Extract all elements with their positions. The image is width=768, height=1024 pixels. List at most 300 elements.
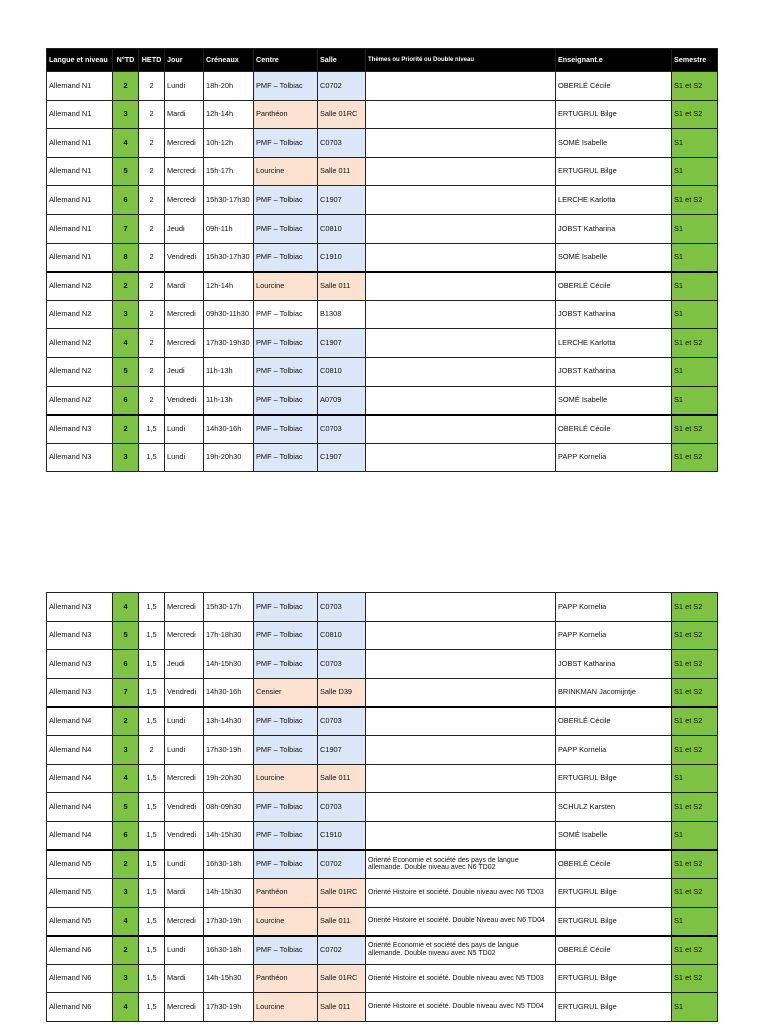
cell-salle: C0810 bbox=[318, 214, 366, 243]
cell-hetd: 2 bbox=[139, 243, 165, 272]
cell-ntd: 5 bbox=[113, 621, 139, 650]
cell-salle: C0703 bbox=[318, 650, 366, 679]
cell-langue: Allemand N2 bbox=[47, 329, 113, 358]
cell-themes bbox=[366, 415, 556, 444]
cell-jour: Vendredi bbox=[165, 793, 204, 822]
cell-enseignant: PAPP Kornelia bbox=[556, 621, 672, 650]
table-row bbox=[47, 964, 718, 993]
cell-semestre: S1 et S2 bbox=[672, 621, 718, 650]
cell-centre: Lourcine bbox=[254, 157, 318, 186]
cell-enseignant: LERCHE Karlotta bbox=[556, 329, 672, 358]
cell-creneaux: 12h-14h bbox=[204, 272, 254, 301]
cell-langue: Allemand N6 bbox=[47, 964, 113, 993]
cell-enseignant: OBERLÉ Cécile bbox=[556, 707, 672, 736]
cell-hetd: 2 bbox=[139, 386, 165, 415]
cell-ntd: 4 bbox=[113, 329, 139, 358]
cell-jour: Lundi bbox=[165, 72, 204, 101]
cell-themes bbox=[366, 821, 556, 850]
cell-semestre: S1 et S2 bbox=[672, 678, 718, 707]
cell-enseignant: JOBST Katharina bbox=[556, 300, 672, 329]
cell-salle: C0703 bbox=[318, 415, 366, 444]
cell-langue: Allemand N1 bbox=[47, 186, 113, 215]
cell-themes: Orienté Histoire et société. Double Niveau avec N6 TD04 bbox=[366, 907, 556, 936]
cell-centre: Panthéon bbox=[254, 878, 318, 907]
cell-creneaux: 14h-15h30 bbox=[204, 964, 254, 993]
cell-jour: Jeudi bbox=[165, 214, 204, 243]
cell-hetd: 2 bbox=[139, 214, 165, 243]
cell-langue: Allemand N4 bbox=[47, 735, 113, 764]
cell-hetd: 2 bbox=[139, 329, 165, 358]
table-row bbox=[47, 650, 718, 679]
cell-jour: Mercredi bbox=[165, 300, 204, 329]
cell-semestre: S1 bbox=[672, 357, 718, 386]
cell-themes bbox=[366, 186, 556, 215]
cell-langue: Allemand N2 bbox=[47, 357, 113, 386]
table-row bbox=[47, 735, 718, 764]
cell-centre: PMF – Tolbiac bbox=[254, 735, 318, 764]
table-row bbox=[47, 386, 718, 415]
header-enseignant: Enseignant.e bbox=[556, 49, 672, 72]
table-body-1 bbox=[47, 72, 718, 472]
cell-centre: PMF – Tolbiac bbox=[254, 72, 318, 101]
cell-salle: C0703 bbox=[318, 707, 366, 736]
cell-jour: Mercredi bbox=[165, 129, 204, 158]
cell-semestre: S1 bbox=[672, 907, 718, 936]
header-creneaux: Créneaux bbox=[204, 49, 254, 72]
cell-hetd: 1,5 bbox=[139, 850, 165, 879]
cell-jour: Mardi bbox=[165, 964, 204, 993]
cell-creneaux: 14h30-16h bbox=[204, 678, 254, 707]
cell-ntd: 3 bbox=[113, 300, 139, 329]
cell-hetd: 1,5 bbox=[139, 821, 165, 850]
cell-semestre: S1 et S2 bbox=[672, 593, 718, 622]
cell-enseignant: JOBST Katharina bbox=[556, 214, 672, 243]
cell-langue: Allemand N3 bbox=[47, 593, 113, 622]
cell-salle: Salle 01RC bbox=[318, 878, 366, 907]
cell-creneaux: 11h-13h bbox=[204, 386, 254, 415]
cell-themes bbox=[366, 100, 556, 129]
cell-langue: Allemand N6 bbox=[47, 936, 113, 965]
cell-salle: B1308 bbox=[318, 300, 366, 329]
cell-semestre: S1 bbox=[672, 129, 718, 158]
cell-ntd: 7 bbox=[113, 678, 139, 707]
cell-creneaux: 19h-20h30 bbox=[204, 764, 254, 793]
table-body-2 bbox=[47, 593, 718, 1022]
cell-jour: Vendredi bbox=[165, 243, 204, 272]
header-hetd: HETD bbox=[139, 49, 165, 72]
table-row bbox=[47, 300, 718, 329]
cell-langue: Allemand N2 bbox=[47, 386, 113, 415]
cell-enseignant: OBERLÉ Cécile bbox=[556, 936, 672, 965]
cell-themes bbox=[366, 793, 556, 822]
cell-themes: Orienté Histoire et société. Double niveau avec N6 TD03 bbox=[366, 878, 556, 907]
cell-hetd: 2 bbox=[139, 100, 165, 129]
cell-jour: Lundi bbox=[165, 850, 204, 879]
cell-enseignant: SOMÉ Isabelle bbox=[556, 243, 672, 272]
table-row bbox=[47, 329, 718, 358]
cell-themes bbox=[366, 707, 556, 736]
cell-enseignant: ERTUGRUL Bilge bbox=[556, 993, 672, 1022]
cell-semestre: S1 et S2 bbox=[672, 850, 718, 879]
table-row bbox=[47, 72, 718, 101]
cell-ntd: 2 bbox=[113, 850, 139, 879]
cell-hetd: 1,5 bbox=[139, 993, 165, 1022]
cell-creneaux: 14h30-16h bbox=[204, 415, 254, 444]
cell-semestre: S1 et S2 bbox=[672, 707, 718, 736]
table-row bbox=[47, 100, 718, 129]
cell-hetd: 1,5 bbox=[139, 907, 165, 936]
cell-hetd: 1,5 bbox=[139, 678, 165, 707]
cell-jour: Lundi bbox=[165, 936, 204, 965]
cell-ntd: 3 bbox=[113, 443, 139, 472]
cell-langue: Allemand N3 bbox=[47, 443, 113, 472]
cell-jour: Mardi bbox=[165, 100, 204, 129]
cell-enseignant: OBERLÉ Cécile bbox=[556, 415, 672, 444]
cell-langue: Allemand N1 bbox=[47, 72, 113, 101]
cell-hetd: 2 bbox=[139, 186, 165, 215]
cell-jour: Lundi bbox=[165, 415, 204, 444]
cell-semestre: S1 et S2 bbox=[672, 329, 718, 358]
cell-creneaux: 17h30-19h bbox=[204, 907, 254, 936]
cell-centre: Censier bbox=[254, 678, 318, 707]
cell-salle: C1910 bbox=[318, 821, 366, 850]
cell-jour: Mercredi bbox=[165, 186, 204, 215]
cell-creneaux: 09h-11h bbox=[204, 214, 254, 243]
cell-themes bbox=[366, 272, 556, 301]
table-row bbox=[47, 707, 718, 736]
cell-centre: PMF – Tolbiac bbox=[254, 793, 318, 822]
cell-salle: C0703 bbox=[318, 793, 366, 822]
cell-semestre: S1 et S2 bbox=[672, 936, 718, 965]
cell-creneaux: 12h-14h bbox=[204, 100, 254, 129]
cell-themes bbox=[366, 72, 556, 101]
cell-themes bbox=[366, 650, 556, 679]
cell-ntd: 4 bbox=[113, 993, 139, 1022]
cell-creneaux: 17h30-19h bbox=[204, 993, 254, 1022]
cell-enseignant: ERTUGRUL Bilge bbox=[556, 157, 672, 186]
cell-ntd: 4 bbox=[113, 764, 139, 793]
cell-salle: C0702 bbox=[318, 850, 366, 879]
cell-ntd: 6 bbox=[113, 386, 139, 415]
cell-semestre: S1 et S2 bbox=[672, 735, 718, 764]
cell-themes bbox=[366, 593, 556, 622]
cell-langue: Allemand N5 bbox=[47, 850, 113, 879]
cell-centre: PMF – Tolbiac bbox=[254, 850, 318, 879]
cell-jour: Mercredi bbox=[165, 993, 204, 1022]
table-row bbox=[47, 621, 718, 650]
cell-centre: PMF – Tolbiac bbox=[254, 129, 318, 158]
cell-jour: Lundi bbox=[165, 735, 204, 764]
cell-semestre: S1 bbox=[672, 300, 718, 329]
cell-creneaux: 17h30-19h bbox=[204, 735, 254, 764]
cell-ntd: 6 bbox=[113, 186, 139, 215]
cell-jour: Vendredi bbox=[165, 386, 204, 415]
cell-creneaux: 15h30-17h30 bbox=[204, 186, 254, 215]
cell-themes: Orienté Economie et société des pays de langue allemande. Double niveau avec N5 TD02 bbox=[366, 936, 556, 965]
cell-themes: Orienté Histoire et société. Double niveau avec N5 TD04 bbox=[366, 993, 556, 1022]
cell-langue: Allemand N2 bbox=[47, 300, 113, 329]
cell-jour: Mardi bbox=[165, 272, 204, 301]
cell-enseignant: ERTUGRUL Bilge bbox=[556, 100, 672, 129]
header-langue: Langue et niveau bbox=[47, 49, 113, 72]
cell-ntd: 3 bbox=[113, 878, 139, 907]
cell-centre: PMF – Tolbiac bbox=[254, 186, 318, 215]
cell-salle: Salle 01RC bbox=[318, 964, 366, 993]
cell-creneaux: 16h30-18h bbox=[204, 936, 254, 965]
cell-ntd: 2 bbox=[113, 72, 139, 101]
cell-centre: Lourcine bbox=[254, 993, 318, 1022]
cell-ntd: 5 bbox=[113, 157, 139, 186]
cell-semestre: S1 bbox=[672, 821, 718, 850]
cell-salle: Salle 01RC bbox=[318, 100, 366, 129]
cell-enseignant: SCHULZ Karsten bbox=[556, 793, 672, 822]
cell-jour: Mercredi bbox=[165, 907, 204, 936]
cell-hetd: 1,5 bbox=[139, 793, 165, 822]
cell-centre: PMF – Tolbiac bbox=[254, 243, 318, 272]
table-row bbox=[47, 793, 718, 822]
cell-hetd: 2 bbox=[139, 735, 165, 764]
cell-creneaux: 11h-13h bbox=[204, 357, 254, 386]
cell-enseignant: ERTUGRUL Bilge bbox=[556, 878, 672, 907]
cell-centre: PMF – Tolbiac bbox=[254, 300, 318, 329]
cell-themes bbox=[366, 300, 556, 329]
cell-centre: PMF – Tolbiac bbox=[254, 329, 318, 358]
cell-creneaux: 14h-15h30 bbox=[204, 821, 254, 850]
cell-centre: PMF – Tolbiac bbox=[254, 593, 318, 622]
table-header bbox=[47, 49, 718, 72]
cell-centre: PMF – Tolbiac bbox=[254, 936, 318, 965]
cell-jour: Vendredi bbox=[165, 678, 204, 707]
cell-langue: Allemand N3 bbox=[47, 650, 113, 679]
cell-themes bbox=[366, 243, 556, 272]
header-salle: Salle bbox=[318, 49, 366, 72]
cell-ntd: 3 bbox=[113, 735, 139, 764]
cell-ntd: 7 bbox=[113, 214, 139, 243]
cell-enseignant: PAPP Kornelia bbox=[556, 593, 672, 622]
cell-salle: C0702 bbox=[318, 72, 366, 101]
cell-semestre: S1 et S2 bbox=[672, 650, 718, 679]
cell-creneaux: 17h-18h30 bbox=[204, 621, 254, 650]
cell-themes bbox=[366, 329, 556, 358]
cell-enseignant: OBERLÉ Cécile bbox=[556, 72, 672, 101]
cell-centre: PMF – Tolbiac bbox=[254, 707, 318, 736]
cell-semestre: S1 bbox=[672, 214, 718, 243]
cell-creneaux: 08h-09h30 bbox=[204, 793, 254, 822]
cell-langue: Allemand N3 bbox=[47, 415, 113, 444]
cell-semestre: S1 bbox=[672, 243, 718, 272]
table-row bbox=[47, 272, 718, 301]
timetable-table-2 bbox=[46, 592, 718, 1022]
table-row bbox=[47, 850, 718, 879]
cell-ntd: 6 bbox=[113, 821, 139, 850]
cell-semestre: S1 et S2 bbox=[672, 443, 718, 472]
cell-enseignant: ERTUGRUL Bilge bbox=[556, 964, 672, 993]
cell-jour: Mardi bbox=[165, 878, 204, 907]
cell-ntd: 6 bbox=[113, 650, 139, 679]
cell-semestre: S1 bbox=[672, 272, 718, 301]
cell-hetd: 1,5 bbox=[139, 764, 165, 793]
cell-creneaux: 10h-12h bbox=[204, 129, 254, 158]
cell-salle: C0703 bbox=[318, 129, 366, 158]
cell-themes bbox=[366, 357, 556, 386]
cell-centre: Lourcine bbox=[254, 907, 318, 936]
cell-langue: Allemand N6 bbox=[47, 993, 113, 1022]
cell-ntd: 2 bbox=[113, 272, 139, 301]
table-row bbox=[47, 214, 718, 243]
cell-jour: Lundi bbox=[165, 443, 204, 472]
cell-jour: Mercredi bbox=[165, 764, 204, 793]
cell-langue: Allemand N4 bbox=[47, 793, 113, 822]
cell-salle: C1907 bbox=[318, 186, 366, 215]
cell-centre: PMF – Tolbiac bbox=[254, 821, 318, 850]
cell-centre: PMF – Tolbiac bbox=[254, 415, 318, 444]
cell-hetd: 1,5 bbox=[139, 936, 165, 965]
cell-salle: C0702 bbox=[318, 936, 366, 965]
timetable-block-2 bbox=[46, 592, 717, 1022]
cell-centre: Panthéon bbox=[254, 964, 318, 993]
header-themes: Thèmes ou Priorité ou Double niveau bbox=[366, 49, 556, 72]
cell-semestre: S1 et S2 bbox=[672, 878, 718, 907]
cell-langue: Allemand N1 bbox=[47, 129, 113, 158]
table-row bbox=[47, 821, 718, 850]
table-row bbox=[47, 443, 718, 472]
cell-hetd: 1,5 bbox=[139, 415, 165, 444]
cell-semestre: S1 et S2 bbox=[672, 72, 718, 101]
cell-langue: Allemand N1 bbox=[47, 157, 113, 186]
cell-themes: Orienté Economie et société des pays de langue allemande. Double niveau avec N6 TD02 bbox=[366, 850, 556, 879]
cell-enseignant: SOMÉ Isabelle bbox=[556, 129, 672, 158]
cell-centre: PMF – Tolbiac bbox=[254, 621, 318, 650]
cell-langue: Allemand N5 bbox=[47, 907, 113, 936]
cell-creneaux: 18h-20h bbox=[204, 72, 254, 101]
cell-semestre: S1 et S2 bbox=[672, 100, 718, 129]
cell-hetd: 1,5 bbox=[139, 593, 165, 622]
cell-semestre: S1 bbox=[672, 386, 718, 415]
cell-themes bbox=[366, 129, 556, 158]
cell-creneaux: 17h30-19h30 bbox=[204, 329, 254, 358]
cell-enseignant: ERTUGRUL Bilge bbox=[556, 907, 672, 936]
cell-enseignant: OBERLÉ Cécile bbox=[556, 272, 672, 301]
cell-semestre: S1 et S2 bbox=[672, 964, 718, 993]
cell-salle: C1907 bbox=[318, 443, 366, 472]
cell-salle: C1910 bbox=[318, 243, 366, 272]
cell-creneaux: 09h30-11h30 bbox=[204, 300, 254, 329]
cell-centre: PMF – Tolbiac bbox=[254, 650, 318, 679]
header-semestre: Semestre bbox=[672, 49, 718, 72]
cell-salle: Salle 011 bbox=[318, 272, 366, 301]
cell-jour: Lundi bbox=[165, 707, 204, 736]
cell-creneaux: 15h-17h bbox=[204, 157, 254, 186]
cell-semestre: S1 et S2 bbox=[672, 793, 718, 822]
cell-ntd: 3 bbox=[113, 964, 139, 993]
cell-salle: C1907 bbox=[318, 735, 366, 764]
cell-langue: Allemand N4 bbox=[47, 821, 113, 850]
table-row bbox=[47, 593, 718, 622]
header-ntd: N°TD bbox=[113, 49, 139, 72]
table-row bbox=[47, 243, 718, 272]
cell-jour: Jeudi bbox=[165, 650, 204, 679]
cell-creneaux: 15h30-17h bbox=[204, 593, 254, 622]
cell-hetd: 2 bbox=[139, 157, 165, 186]
cell-salle: Salle 011 bbox=[318, 764, 366, 793]
table-row bbox=[47, 936, 718, 965]
cell-langue: Allemand N4 bbox=[47, 764, 113, 793]
cell-hetd: 1,5 bbox=[139, 964, 165, 993]
cell-hetd: 2 bbox=[139, 300, 165, 329]
cell-ntd: 5 bbox=[113, 357, 139, 386]
cell-salle: Salle 011 bbox=[318, 993, 366, 1022]
table-row bbox=[47, 357, 718, 386]
cell-centre: PMF – Tolbiac bbox=[254, 386, 318, 415]
cell-langue: Allemand N5 bbox=[47, 878, 113, 907]
table-row bbox=[47, 993, 718, 1022]
cell-ntd: 2 bbox=[113, 936, 139, 965]
cell-salle: A0709 bbox=[318, 386, 366, 415]
table-row bbox=[47, 878, 718, 907]
cell-enseignant: BRINKMAN Jacomijntje bbox=[556, 678, 672, 707]
cell-enseignant: PAPP Kornelia bbox=[556, 735, 672, 764]
cell-ntd: 3 bbox=[113, 100, 139, 129]
cell-creneaux: 15h30-17h30 bbox=[204, 243, 254, 272]
cell-centre: PMF – Tolbiac bbox=[254, 443, 318, 472]
table-row bbox=[47, 186, 718, 215]
cell-hetd: 1,5 bbox=[139, 650, 165, 679]
cell-hetd: 1,5 bbox=[139, 621, 165, 650]
cell-enseignant: LERCHE Karlotta bbox=[556, 186, 672, 215]
cell-creneaux: 14h-15h30 bbox=[204, 650, 254, 679]
cell-hetd: 1,5 bbox=[139, 878, 165, 907]
cell-langue: Allemand N1 bbox=[47, 243, 113, 272]
cell-semestre: S1 bbox=[672, 764, 718, 793]
header-centre: Centre bbox=[254, 49, 318, 72]
table-row bbox=[47, 764, 718, 793]
cell-salle: Salle 011 bbox=[318, 157, 366, 186]
cell-centre: Lourcine bbox=[254, 272, 318, 301]
cell-centre: Lourcine bbox=[254, 764, 318, 793]
table-row bbox=[47, 678, 718, 707]
cell-creneaux: 19h-20h30 bbox=[204, 443, 254, 472]
timetable-block-1 bbox=[46, 48, 717, 472]
cell-langue: Allemand N1 bbox=[47, 214, 113, 243]
cell-hetd: 2 bbox=[139, 72, 165, 101]
cell-salle: C0703 bbox=[318, 593, 366, 622]
cell-hetd: 2 bbox=[139, 129, 165, 158]
cell-enseignant: OBERLÉ Cécile bbox=[556, 850, 672, 879]
cell-jour: Vendredi bbox=[165, 821, 204, 850]
cell-jour: Mercredi bbox=[165, 157, 204, 186]
cell-themes: Orienté Histoire et société. Double niveau avec N5 TD03 bbox=[366, 964, 556, 993]
cell-semestre: S1 bbox=[672, 993, 718, 1022]
cell-enseignant: PAPP Kornelia bbox=[556, 443, 672, 472]
cell-enseignant: ERTUGRUL Bilge bbox=[556, 764, 672, 793]
timetable-table-1 bbox=[46, 48, 718, 472]
cell-jour: Mercredi bbox=[165, 593, 204, 622]
cell-hetd: 1,5 bbox=[139, 443, 165, 472]
cell-ntd: 2 bbox=[113, 415, 139, 444]
cell-themes bbox=[366, 764, 556, 793]
table-row bbox=[47, 129, 718, 158]
cell-themes bbox=[366, 214, 556, 243]
cell-ntd: 4 bbox=[113, 129, 139, 158]
cell-hetd: 2 bbox=[139, 272, 165, 301]
cell-salle: Salle 011 bbox=[318, 907, 366, 936]
cell-hetd: 1,5 bbox=[139, 707, 165, 736]
cell-centre: PMF – Tolbiac bbox=[254, 357, 318, 386]
cell-enseignant: JOBST Katharina bbox=[556, 357, 672, 386]
cell-themes bbox=[366, 157, 556, 186]
table-row bbox=[47, 415, 718, 444]
cell-salle: C0810 bbox=[318, 621, 366, 650]
